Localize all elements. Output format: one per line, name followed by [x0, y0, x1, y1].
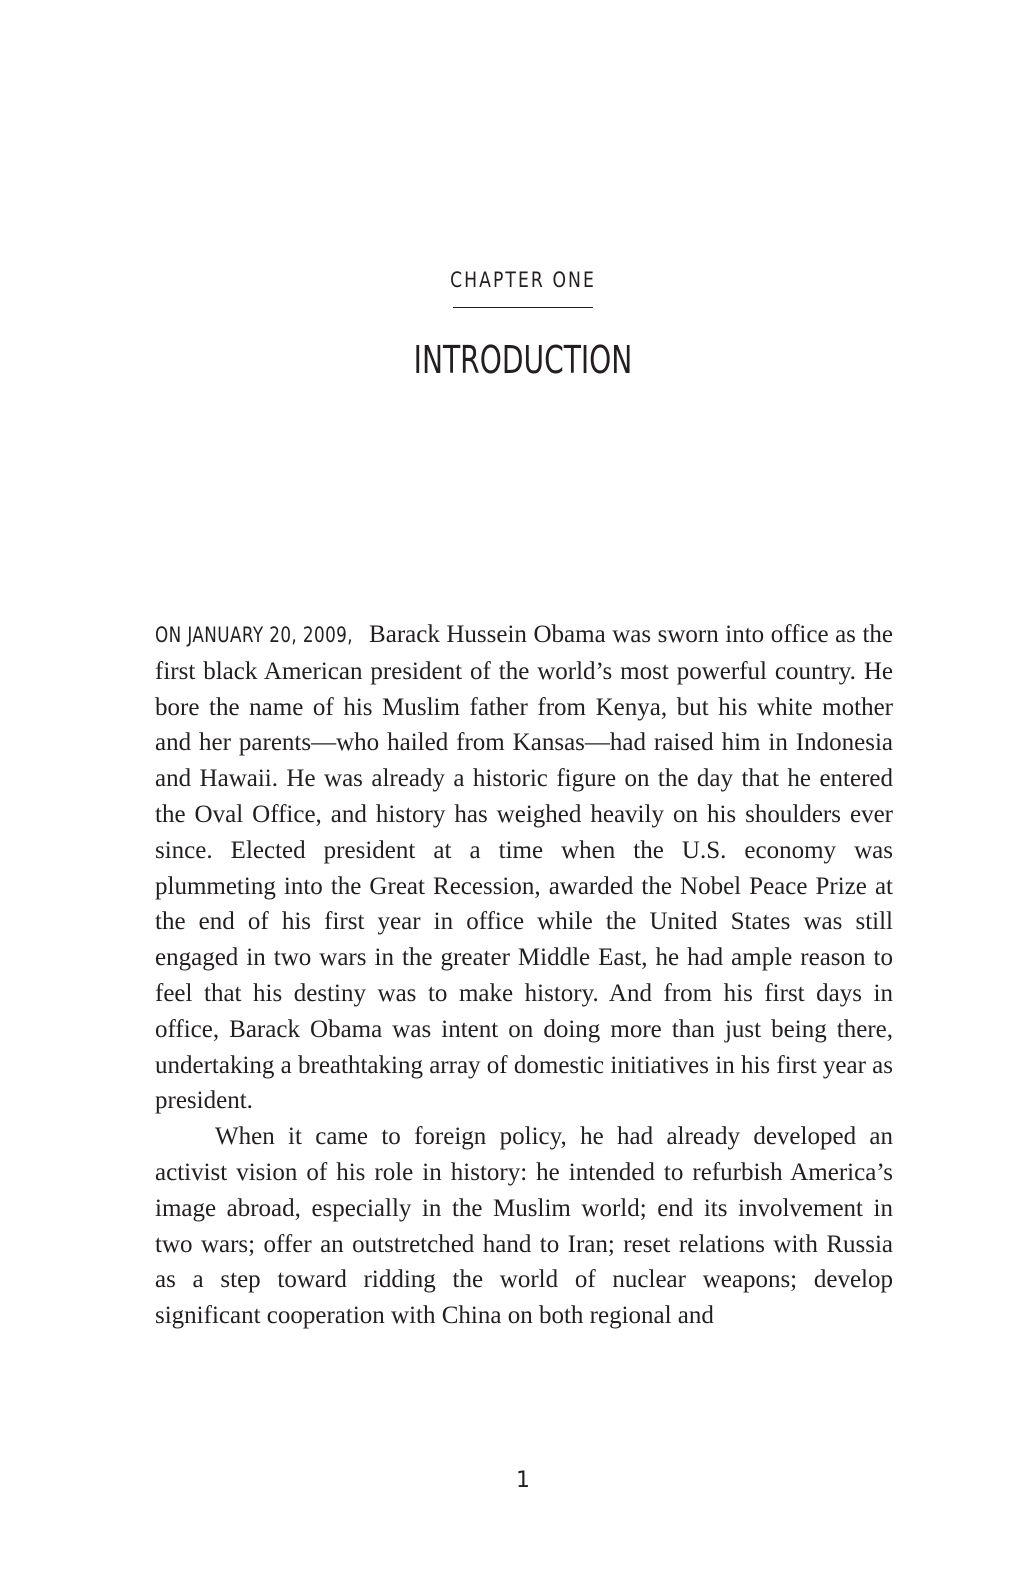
chapter-label: CHAPTER ONE — [450, 268, 596, 292]
body-text — [155, 617, 893, 1334]
paragraph-1 — [155, 617, 893, 1119]
chapter-rule — [453, 307, 593, 308]
chapter-title: INTRODUCTION — [413, 338, 633, 382]
paragraph-1-text: Barack Hussein Obama was sworn into office as the first black American president of the world’s most powerful country. He bore the name of his Muslim father from Kenya, but his white mother and her parents—who hailed from Kansas—had raised him in Indonesia and Hawaii. He was already a historic figure on the day that he entered the Oval Office, and history has weighed heavily on his shoulders ever since. Elected president at a time when the U.S. economy was plummeting into the Great Recession, awarded the Nobel Peace Prize at the end of his first year in office while the United States was still engaged in two wars in the greater Middle East, he had ample reason to feel that his destiny was to make history. And from his first days in office, Barack Obama was intent on doing more than just being there, undertaking a breathtaking array of domestic initiatives in his first year as president. — [155, 621, 893, 1115]
lead-in: ON JANUARY 20, 2009, — [155, 623, 353, 647]
page-number: 1 — [516, 1468, 530, 1493]
paragraph-2: When it came to foreign policy, he had already developed an activist vision of his role in history: he intended to refurbish America’s image abroad, especially in the Muslim world; end its involvement in two wars; offer an outstretched hand to Iran; reset relations with Russia as a step toward ridding the world of nuclear weapons; develop significant cooperation with China on both regional and — [155, 1123, 893, 1330]
